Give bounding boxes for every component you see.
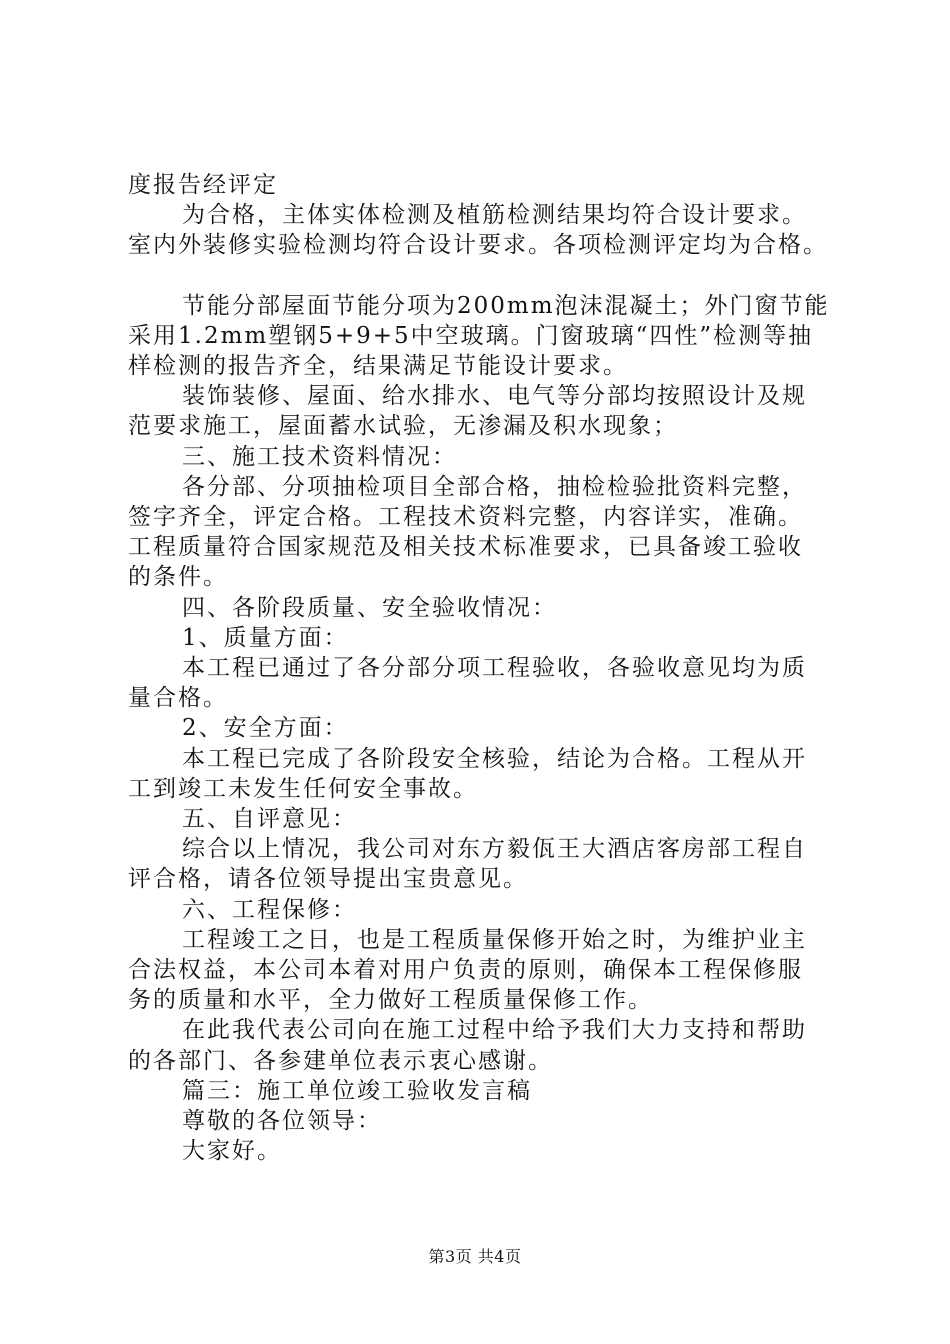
article-title: 篇三：施工单位竣工验收发言稿 [182,1077,532,1104]
paragraph-gap [128,261,848,291]
text-line: 签字齐全，评定合格。工程技术资料完整，内容详实，准确。 [128,504,803,531]
section-heading: 四、各阶段质量、安全验收情况： [182,594,557,621]
subsection-heading: 1、质量方面： [182,624,349,651]
text-line: 的条件。 [128,564,228,591]
text-line: 采用1.2mm塑钢5+9+5中空玻璃。门窗玻璃“四性”检测等抽 [128,322,814,349]
greeting: 大家好。 [182,1138,282,1165]
text-line: 综合以上情况，我公司对东方毅佤王大酒店客房部工程自 [182,836,807,863]
text-line: 节能分部屋面节能分项为200mm泡沫混凝土；外门窗节能 [182,292,830,319]
section-heading: 三、施工技术资料情况： [182,443,457,470]
text-line: 本工程已通过了各分部分项工程验收，各验收意见均为质 [182,655,807,682]
text-line: 范要求施工，屋面蓄水试验，无渗漏及积水现象； [128,413,678,440]
text-line: 评合格，请各位领导提出宝贵意见。 [128,866,528,893]
text-line: 的各部门、各参建单位表示衷心感谢。 [128,1047,553,1074]
document-body [128,170,848,1167]
section-heading: 六、工程保修： [182,896,357,923]
salutation: 尊敬的各位领导： [182,1108,382,1135]
section-heading: 五、自评意见： [182,806,357,833]
text-line: 合法权益，本公司本着对用户负责的原则，确保本工程保修服 [128,957,803,984]
text-line: 工到竣工未发生任何安全事故。 [128,775,478,802]
text-line: 室内外装修实验检测均符合设计要求。各项检测评定均为合格。 [128,232,828,259]
text-line: 本工程已完成了各阶段安全核验，结论为合格。工程从开 [182,745,807,772]
text-line: 工程竣工之日，也是工程质量保修开始之时，为维护业主 [182,926,807,953]
text-line: 装饰装修、屋面、给水排水、电气等分部均按照设计及规 [182,383,807,410]
text-line: 量合格。 [128,685,228,712]
text-line: 工程质量符合国家规范及相关技术标准要求，已具备竣工验收 [128,534,803,561]
text-line: 样检测的报告齐全，结果满足节能设计要求。 [128,353,628,380]
text-line: 在此我代表公司向在施工过程中给予我们大力支持和帮助 [182,1017,807,1044]
page-number-footer: 第3页 共4页 [428,1247,522,1266]
text-line: 度报告经评定 [128,172,278,198]
text-line: 为合格，主体实体检测及植筋检测结果均符合设计要求。 [182,202,807,229]
text-line: 各分部、分项抽检项目全部合格，抽检检验批资料完整， [182,473,807,500]
text-line: 务的质量和水平，全力做好工程质量保修工作。 [128,987,653,1014]
subsection-heading: 2、安全方面： [182,715,349,742]
